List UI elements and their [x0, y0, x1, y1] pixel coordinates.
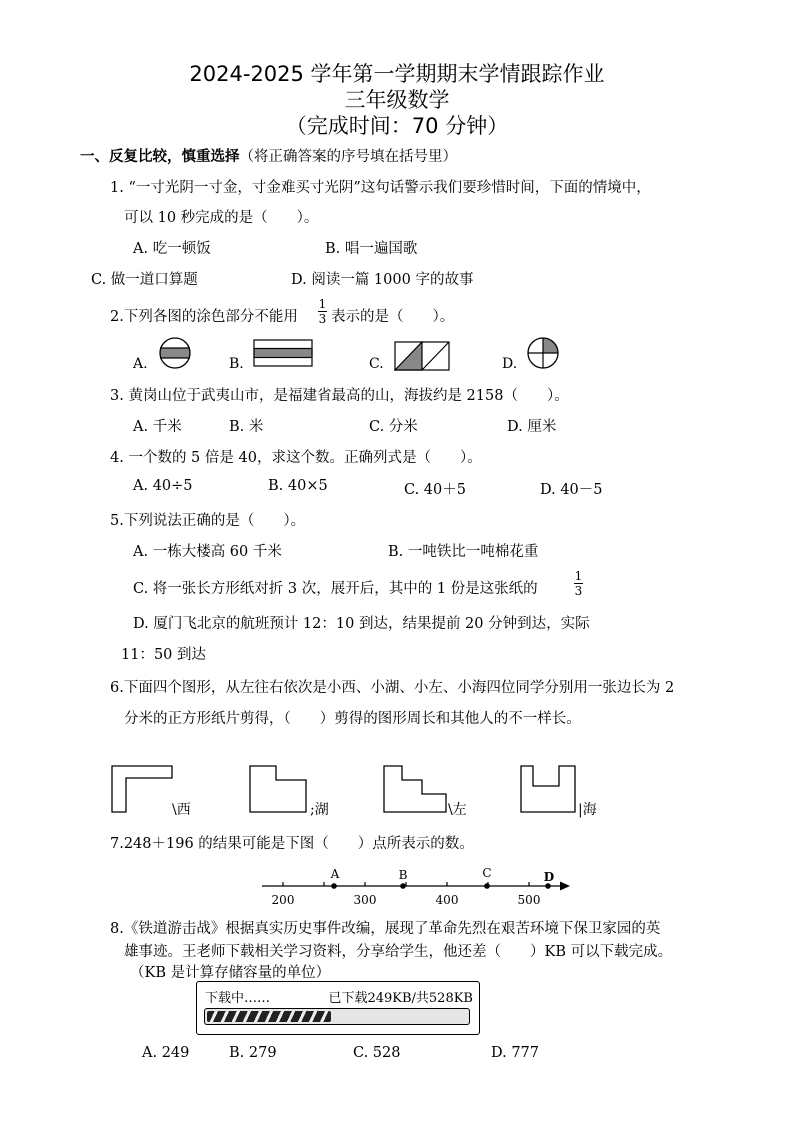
q7-tick-500: 500: [517, 893, 541, 907]
download-progress-track: [204, 1008, 470, 1025]
q6-name-hai: |海: [578, 802, 597, 818]
q2-label-b: B.: [229, 356, 244, 372]
q2-figure-a-circle: [158, 336, 192, 370]
q3-option-a: A. 千米: [133, 419, 182, 435]
q3-option-c: C. 分米: [369, 419, 418, 435]
q7-number-line: [258, 862, 578, 912]
q5-option-d-line1: D. 厦门飞北京的航班预计 12：10 到达，结果提前 20 分钟到达，实际: [133, 616, 590, 632]
q5-option-c: C. 将一张长方形纸对折 3 次，展开后，其中的 1 份是这张纸的: [133, 581, 538, 597]
q1-stem-line1: 1. “一寸光阴一寸金，寸金难买寸光阴”这句话警示我们要珍惜时间，下面的情境中，: [110, 180, 651, 196]
q6-name-hu: ;湖: [310, 802, 329, 818]
q1-option-b: B. 唱一遍国歌: [325, 241, 418, 257]
q3-option-d: D. 厘米: [507, 419, 557, 435]
section-note: （将正确答案的序号填在括号里）: [239, 149, 457, 165]
q2-stem-before: 2.下列各图的涂色部分不能用: [110, 309, 298, 325]
q7-point-a-dot: [331, 883, 337, 889]
q8-stem-line2: 雄事迹。王老师下载相关学习资料，分享给学生，他还差（ ）KB 可以下载完成。: [124, 944, 673, 960]
q8-option-a: A. 249: [142, 1045, 190, 1061]
q2-fraction-den: 3: [318, 312, 327, 326]
q5-fraction-num: 1: [574, 569, 583, 583]
q1-option-d: D. 阅读一篇 1000 字的故事: [291, 272, 474, 288]
q5-fraction-den: 3: [574, 584, 583, 598]
download-progress-fill: [207, 1011, 331, 1022]
q7-point-b-dot: [400, 883, 406, 889]
q4-option-a: A. 40÷5: [133, 478, 193, 494]
section-title: 一、反复比较，慎重选择: [80, 149, 240, 165]
q1-stem-line2: 可以 10 秒完成的是（ ）。: [124, 210, 319, 226]
q6-figure-zuo: [380, 762, 452, 816]
q1-option-a: A. 吃一顿饭: [133, 241, 211, 257]
q2-label-c: C.: [369, 356, 384, 372]
q5-option-b: B. 一吨铁比一吨棉花重: [388, 544, 539, 560]
title-line-3: （完成时间：70 分钟）: [285, 114, 509, 138]
q5-option-d-line2: 11：50 到达: [121, 647, 207, 663]
q2-figure-c-triangles: [394, 341, 450, 371]
q6-name-zuo: \左: [448, 802, 467, 818]
q8-stem-line1: 8.《铁道游击战》根据真实历史事件改编，展现了革命先烈在艰苦环境下保卫家园的英: [110, 921, 661, 937]
q6-stem-line1: 6.下面四个图形，从左往右依次是小西、小湖、小左、小海四位同学分别用一张边长为 2: [110, 680, 675, 696]
q7-point-d-label: D: [543, 870, 555, 884]
q8-option-d: D. 777: [491, 1045, 540, 1061]
q7-tick-400: 400: [435, 893, 459, 907]
q2-stem-after: 表示的是（ ）。: [331, 309, 455, 325]
q2-figure-b-rect: [253, 339, 313, 367]
q7-point-c-dot: [484, 883, 490, 889]
q4-option-d: D. 40－5: [540, 482, 603, 498]
q2-figure-d-quarter: [526, 336, 560, 370]
q8-option-c: C. 528: [353, 1045, 401, 1061]
q3-option-b: B. 米: [229, 419, 264, 435]
q7-tick-300: 300: [353, 893, 377, 907]
section-heading: [80, 145, 457, 166]
download-status: 下载中……: [205, 991, 271, 1006]
q7-stem: 7.248＋196 的结果可能是下图（ ）点所表示的数。: [110, 836, 474, 852]
q5-option-c-fraction: [574, 570, 583, 597]
q7-point-a-label: A: [330, 867, 340, 881]
q4-option-b: B. 40×5: [268, 478, 328, 494]
q6-figure-hu: [246, 762, 316, 816]
title-line-1: 2024-2025 学年第一学期期末学情跟踪作业: [189, 62, 605, 86]
q2-label-a: A.: [133, 356, 148, 372]
q2-label-d: D.: [502, 356, 518, 372]
title-line-2: 三年级数学: [344, 88, 450, 112]
q6-name-xi: \西: [172, 802, 191, 818]
q2-fraction-num: 1: [318, 297, 327, 311]
q7-point-c-label: C: [482, 866, 492, 880]
q6-stem-line2: 分米的正方形纸片剪得，（ ）剪得的图形周长和其他人的不一样长。: [124, 711, 581, 727]
q7-tick-200: 200: [271, 893, 295, 907]
q4-option-c: C. 40＋5: [404, 482, 466, 498]
q7-point-d-dot: [545, 883, 551, 889]
q3-stem: 3. 黄岗山位于武夷山市，是福建省最高的山，海拔约是 2158（ ）。: [110, 388, 569, 404]
q1-option-c: C. 做一道口算题: [91, 272, 198, 288]
q5-option-a: A. 一栋大楼高 60 千米: [133, 544, 282, 560]
q6-figure-hai: [517, 762, 581, 816]
q6-figure-xi: [108, 762, 178, 816]
q7-point-b-label: B: [398, 868, 408, 882]
q8-stem-line3: （KB 是计算存储容量的单位）: [130, 965, 331, 981]
download-count: 已下载249KB/共528KB: [328, 991, 473, 1006]
q2-fraction: [318, 298, 327, 325]
q5-stem: 5.下列说法正确的是（ ）。: [110, 513, 306, 529]
download-dialog: [196, 981, 480, 1035]
q8-option-b: B. 279: [229, 1045, 277, 1061]
q4-stem: 4. 一个数的 5 倍是 40，求这个数。正确列式是（ ）。: [110, 450, 482, 466]
